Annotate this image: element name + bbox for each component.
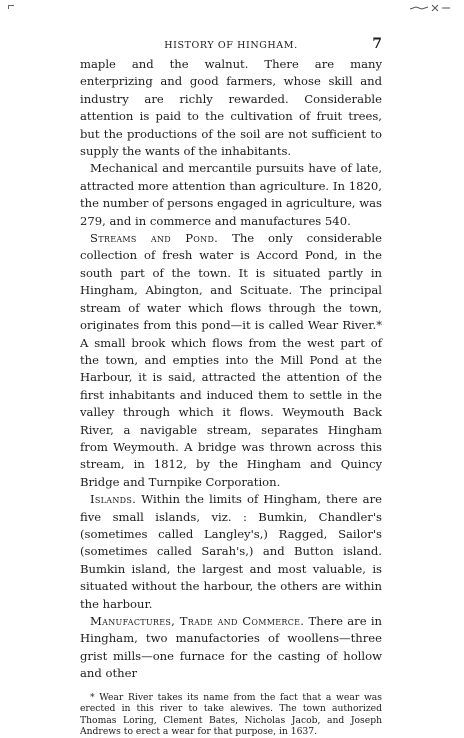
paragraph-manufactures (80, 613, 382, 683)
page-corner-mark-right (408, 3, 452, 13)
paragraph-2-text: The only considerable collection of fresh water is Accord Pond, in the south part of the town. It is situated partly in Hingham, Abington, and Scituate. The principal stream of water which flows through the town, originates from this pond—it is called Wear River.* A small brook which flows from the west part of the town, and empties into the Mill Pond at the Harbour, it is said, attracted the attention of the first inhabitants and induced them to settle in the valley through which it flows. Weymouth Back River, a navigable stream, separates Hingham from Weymouth. A bridge was thrown across this stream, in 1812, by the Hingham and Quincy Bridge and Turnpike Corporation. (80, 231, 382, 489)
running-title: HISTORY OF HINGHAM. (164, 40, 298, 51)
paragraph-1 (80, 160, 382, 230)
paragraph-streams-and-pond (80, 230, 382, 491)
page-corner-mark-left (8, 5, 14, 9)
footnotes (80, 692, 382, 738)
section-head-manufactures: Manufactures, Trade and Commerce. (90, 614, 305, 628)
paragraph-3-text: Within the limits of Hingham, there are five small islands, viz. : Bumkin, Chandler's (sometimes called Langley's,) Ragged, Sailor's (sometimes called Sarah's,) and Button island. Bumkin island, the largest and most valuable, is situated without the harbour, the others are within the harbour. (80, 492, 382, 611)
book-page (80, 36, 382, 738)
paragraph-1-text: Mechanical and mercantile pursuits have of late, attracted more attention than agriculture. In 1820, the number of persons engaged in agriculture, was 279, and in commerce and manufactures 540. (80, 161, 382, 228)
paragraph-0 (80, 56, 382, 160)
paragraph-4-text: There are in Hingham, two manufactories of woollens—three grist mills—one furnace for the casting of hollow and other (80, 614, 382, 681)
paragraph-islands (80, 491, 382, 613)
running-head (80, 36, 382, 56)
paragraph-0-text: maple and the walnut. There are many enterprizing and good farmers, whose skill and industry are richly rewarded. Considerable attention is paid to the cultivation of fruit trees, but the productions of the soil are not sufficient to supply the wants of the inhabitants. (80, 57, 382, 159)
section-head-streams-and-pond: Streams and Pond. (90, 231, 219, 246)
page-number: 7 (372, 36, 382, 52)
footnote-wear-river: * Wear River takes its name from the fact that a wear was erected in this river to take alewives. The town authorized Thomas Loring, Clement Bates, Nicholas Jacob, and Joseph Andrews to erect a wear for that purpose, in 1637. (80, 691, 382, 738)
section-head-islands: Islands. (90, 492, 137, 507)
body-text (80, 56, 382, 683)
